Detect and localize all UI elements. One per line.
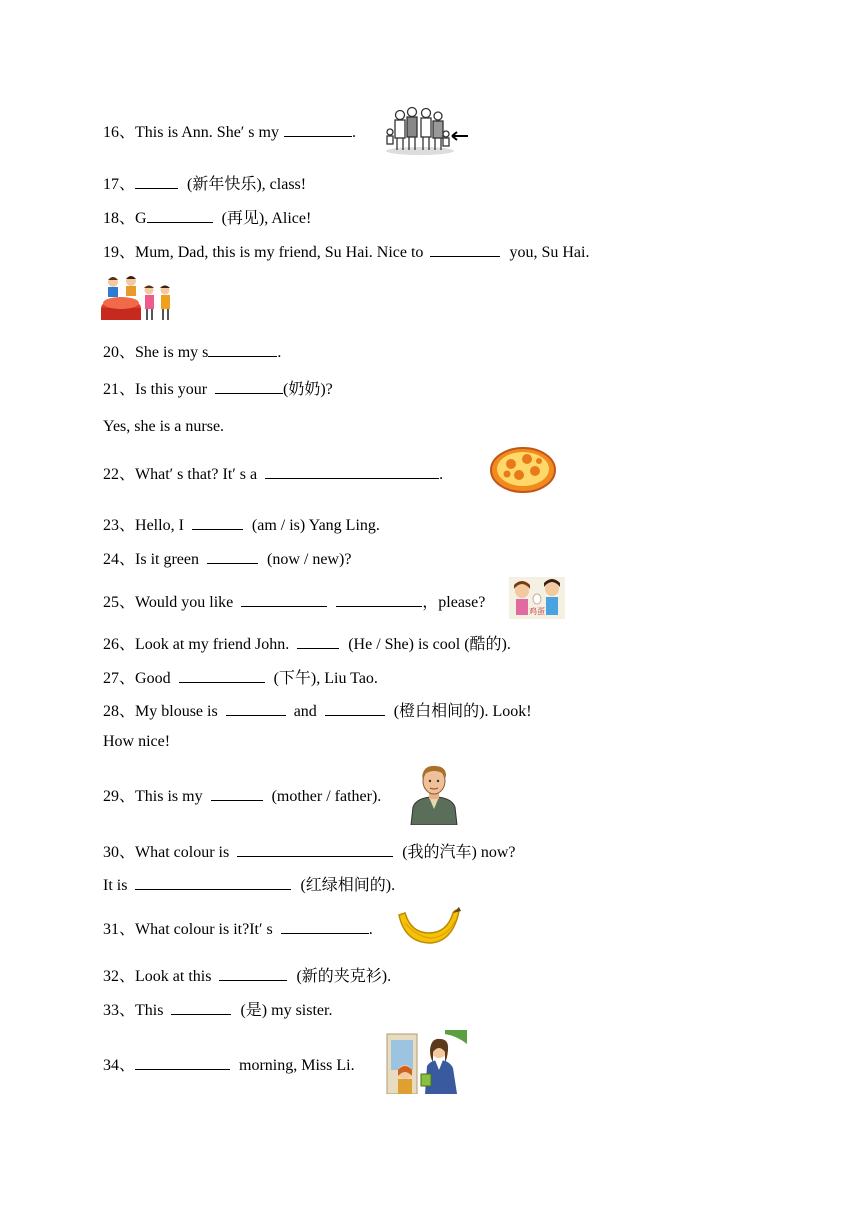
teacher-picture xyxy=(385,1030,467,1094)
answer-blank[interactable] xyxy=(281,918,369,934)
question-30-continued: It is (红绿相间的). xyxy=(103,874,395,896)
question-22: 22、What′ s that? It′ s a . xyxy=(103,463,443,485)
answer-blank[interactable] xyxy=(241,591,327,607)
pizza-picture xyxy=(489,444,557,496)
question-27: 27、Good (下午), Liu Tao. xyxy=(103,667,378,689)
answer-blank[interactable] xyxy=(215,378,283,394)
question-33: 33、This (是) my sister. xyxy=(103,999,332,1021)
answer-blank[interactable] xyxy=(297,633,339,649)
answer-blank[interactable] xyxy=(336,591,422,607)
question-24: 24、Is it green (now / new)? xyxy=(103,548,351,570)
question-25: 25、Would you like ，please? xyxy=(103,591,485,613)
answer-blank[interactable] xyxy=(192,514,243,530)
answer-21: Yes, she is a nurse. xyxy=(103,418,225,435)
answer-blank[interactable] xyxy=(265,463,439,479)
question-23: 23、Hello, I (am / is) Yang Ling. xyxy=(103,514,380,536)
answer-blank[interactable] xyxy=(147,207,213,223)
question-21: 21、Is this your (奶奶)? xyxy=(103,378,333,400)
question-20: 20、She is my s . xyxy=(103,341,281,363)
question-17: 17、 (新年快乐), class! xyxy=(103,173,306,195)
family-picture xyxy=(382,104,472,156)
question-28-continued: How nice! xyxy=(103,733,171,750)
answer-blank[interactable] xyxy=(179,667,265,683)
banana-picture xyxy=(395,905,463,949)
question-32: 32、Look at this (新的夹克衫). xyxy=(103,965,391,987)
answer-blank[interactable] xyxy=(171,999,231,1015)
answer-blank[interactable] xyxy=(219,965,287,981)
answer-blank[interactable] xyxy=(135,874,291,890)
table-family-picture xyxy=(101,270,177,324)
question-30: 30、What colour is (我的汽车) now? xyxy=(103,841,516,863)
question-29: 29、This is my (mother / father). xyxy=(103,785,381,807)
father-picture xyxy=(409,763,459,825)
answer-blank[interactable] xyxy=(208,341,277,357)
question-34: 34、 morning, Miss Li. xyxy=(103,1054,355,1076)
answer-blank[interactable] xyxy=(211,785,263,801)
answer-blank[interactable] xyxy=(284,121,352,137)
answer-blank[interactable] xyxy=(325,700,385,716)
question-28: 28、My blouse is and (橙白相间的). Look! xyxy=(103,700,532,722)
question-19: 19、Mum, Dad, this is my friend, Su Hai. Nice to you, Su Hai. xyxy=(103,241,589,263)
question-26: 26、Look at my friend John. (He / She) is cool (酷的). xyxy=(103,633,511,655)
question-18: 18、G (再见), Alice! xyxy=(103,207,311,229)
svg-text:鸡蛋: 鸡蛋 xyxy=(529,607,545,616)
answer-blank[interactable] xyxy=(237,841,393,857)
answer-blank[interactable] xyxy=(226,700,286,716)
egg-girls-picture xyxy=(509,577,565,619)
question-16: 16、This is Ann. She′ s my . xyxy=(103,121,356,143)
answer-blank[interactable] xyxy=(135,1054,230,1070)
question-31: 31、What colour is it?It′ s . xyxy=(103,918,373,940)
answer-blank[interactable] xyxy=(430,241,500,257)
answer-blank[interactable] xyxy=(207,548,258,564)
answer-blank[interactable] xyxy=(135,173,178,189)
